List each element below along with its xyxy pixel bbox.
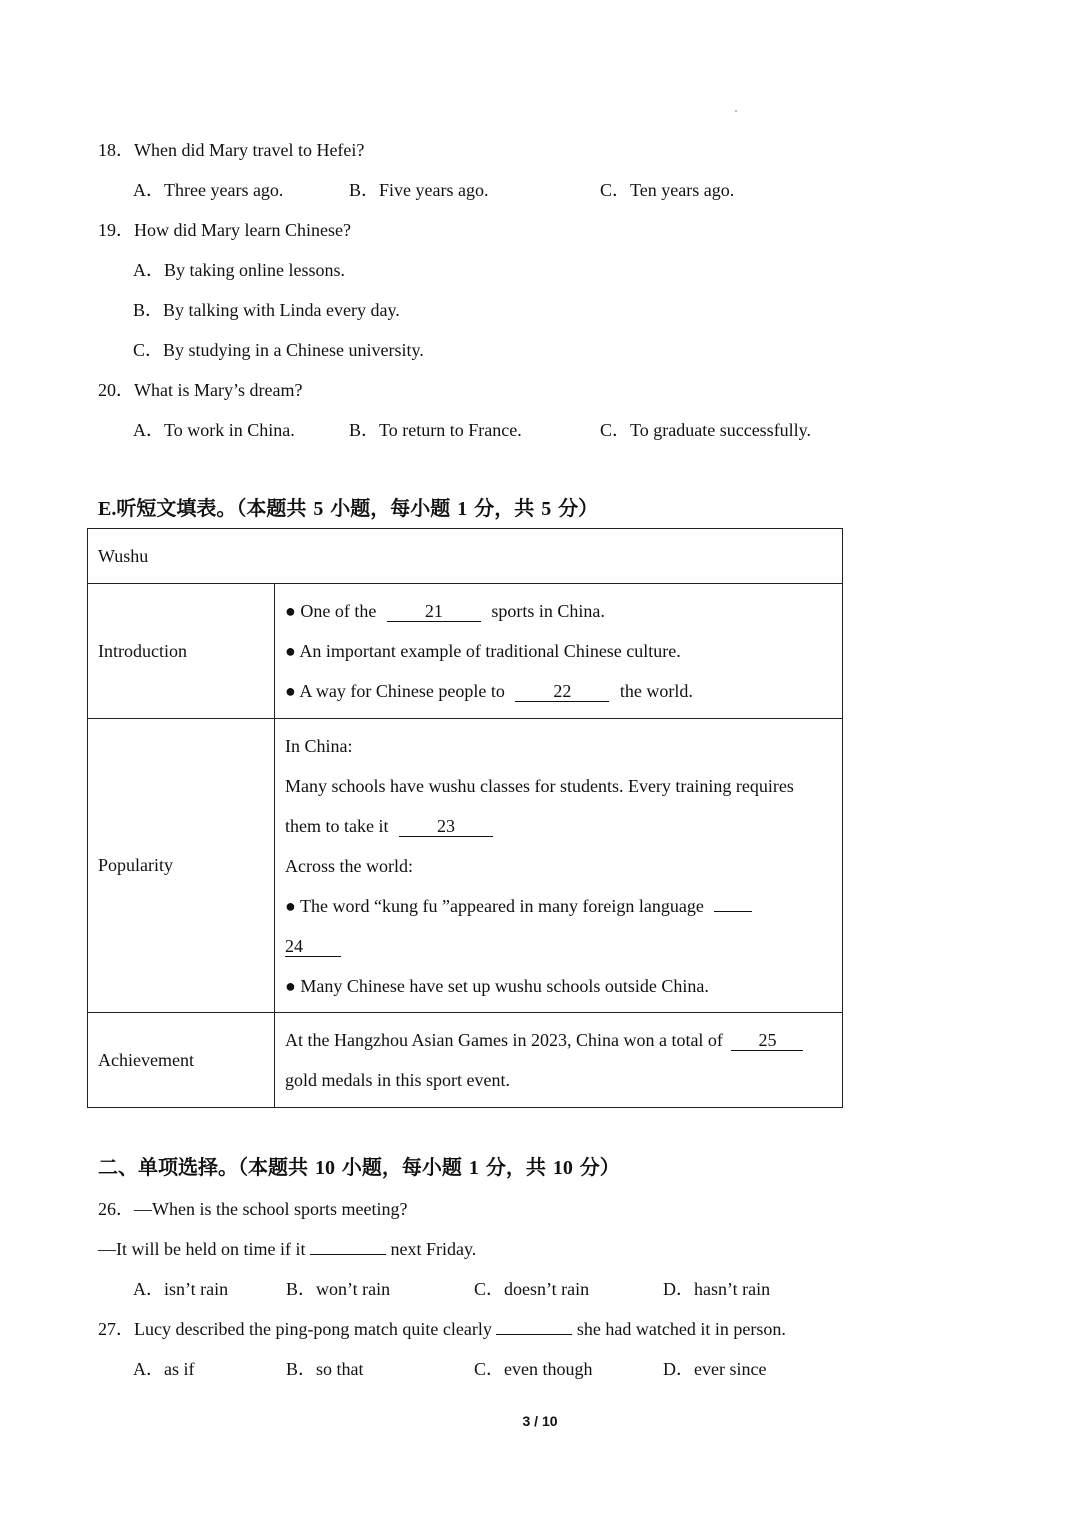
section-e-heading — [98, 496, 598, 521]
q20-stem: 20．What is Mary’s dream? — [98, 380, 303, 400]
achievement-label: Achievement — [98, 1049, 194, 1070]
q19-stem: 19．How did Mary learn Chinese? — [98, 220, 351, 240]
intro-line-3: ● A way for Chinese people to 22 the world. — [285, 681, 693, 701]
table-header: Wushu — [98, 545, 149, 566]
blank-24[interactable]: 24 — [285, 936, 341, 957]
q26-blank[interactable] — [310, 1254, 386, 1255]
popularity-line-2: Many schools have wushu classes for students. Every training requires — [285, 775, 794, 796]
section-2-heading — [98, 1155, 620, 1180]
blank-23[interactable]: 23 — [399, 816, 493, 837]
intro-label-cell — [88, 584, 275, 719]
popularity-label: Popularity — [98, 855, 173, 875]
section-e-title-part: 听短文填表。（本题共 — [116, 496, 314, 520]
blank-22[interactable]: 22 — [515, 681, 609, 702]
q27-option-d: D．ever since — [663, 1359, 767, 1379]
page-number: 3 / 10 — [522, 1413, 558, 1429]
q26-option-c: C．doesn’t rain — [474, 1279, 590, 1299]
section-e-points-each: 1 — [457, 498, 468, 520]
popularity-line-1: In China: — [285, 735, 353, 756]
section-2-count: 10 — [314, 1157, 335, 1179]
section-2-total: 10 — [552, 1157, 573, 1179]
section-e-title-part: 小题，每小题 — [323, 496, 458, 520]
q27-option-c: C．even though — [474, 1359, 593, 1379]
section-e-title-part: 分，共 — [467, 496, 542, 520]
q26-option-b: B．won’t rain — [286, 1279, 391, 1299]
q20-option-c: C．To graduate successfully. — [600, 420, 812, 440]
speck — [735, 110, 737, 112]
section-2-title-part: 二、单项选择。（本题共 — [98, 1155, 315, 1179]
section-2-title-part: 分） — [572, 1155, 620, 1179]
q27-stem: 27．Lucy described the ping-pong match quite clearly she had watched it in person. — [98, 1319, 786, 1339]
blank-21[interactable]: 21 — [387, 601, 481, 622]
q20-option-a: A．To work in China. — [133, 420, 295, 440]
q27-blank[interactable] — [496, 1334, 572, 1335]
q18-option-b: B．Five years ago. — [349, 180, 489, 200]
q19-option-a: A．By taking online lessons. — [133, 260, 345, 280]
q27-option-a: A．as if — [133, 1359, 195, 1379]
section-e-prefix: E. — [98, 498, 117, 520]
popularity-line-7: ● Many Chinese have set up wushu schools outside China. — [285, 975, 709, 996]
popularity-line-4: Across the world: — [285, 855, 413, 876]
q26-option-d: D．hasn’t rain — [663, 1279, 771, 1299]
popularity-line-6 — [285, 926, 832, 966]
intro-line-2: ● An important example of traditional Chinese culture. — [285, 641, 681, 661]
q19-option-b: B．By talking with Linda every day. — [133, 300, 400, 320]
section-2-points-each: 1 — [468, 1157, 479, 1179]
blank-25[interactable]: 25 — [731, 1030, 803, 1051]
q20-option-b: B．To return to France. — [349, 420, 522, 440]
achievement-line-1: At the Hangzhou Asian Games in 2023, China won a total of 25 — [285, 1020, 832, 1060]
achievement-label-cell — [88, 1013, 275, 1108]
intro-line-1: ● One of the 21 sports in China. — [285, 601, 605, 621]
popularity-line-5: ● The word “kung fu ”appeared in many foreign language — [285, 886, 832, 926]
q18-option-a: A．Three years ago. — [133, 180, 284, 200]
blank-24-start[interactable] — [714, 911, 752, 912]
section-e-count: 5 — [313, 498, 324, 520]
popularity-content-cell — [275, 719, 843, 1013]
q26-line-2: —It will be held on time if it next Friday. — [98, 1239, 477, 1259]
achievement-content-cell — [275, 1013, 843, 1108]
section-e-title-part: 分） — [551, 496, 599, 520]
table-header-cell — [88, 529, 843, 584]
section-2-title-part: 小题，每小题 — [334, 1155, 469, 1179]
intro-content-cell — [275, 584, 843, 719]
popularity-label-cell — [88, 719, 275, 1013]
q26-stem: 26．—When is the school sports meeting? — [98, 1199, 408, 1219]
section-2-title-part: 分，共 — [478, 1155, 553, 1179]
wushu-table — [87, 528, 843, 1108]
section-e-total: 5 — [541, 498, 552, 520]
intro-label: Introduction — [98, 640, 187, 661]
q19-option-c: C．By studying in a Chinese university. — [133, 340, 424, 360]
q18-option-c: C．Ten years ago. — [600, 180, 735, 200]
achievement-line-2: gold medals in this sport event. — [285, 1070, 510, 1090]
popularity-line-3: them to take it 23 — [285, 806, 832, 846]
q18-stem: 18．When did Mary travel to Hefei? — [98, 140, 365, 160]
q26-option-a: A．isn’t rain — [133, 1279, 229, 1299]
q27-option-b: B．so that — [286, 1359, 364, 1379]
